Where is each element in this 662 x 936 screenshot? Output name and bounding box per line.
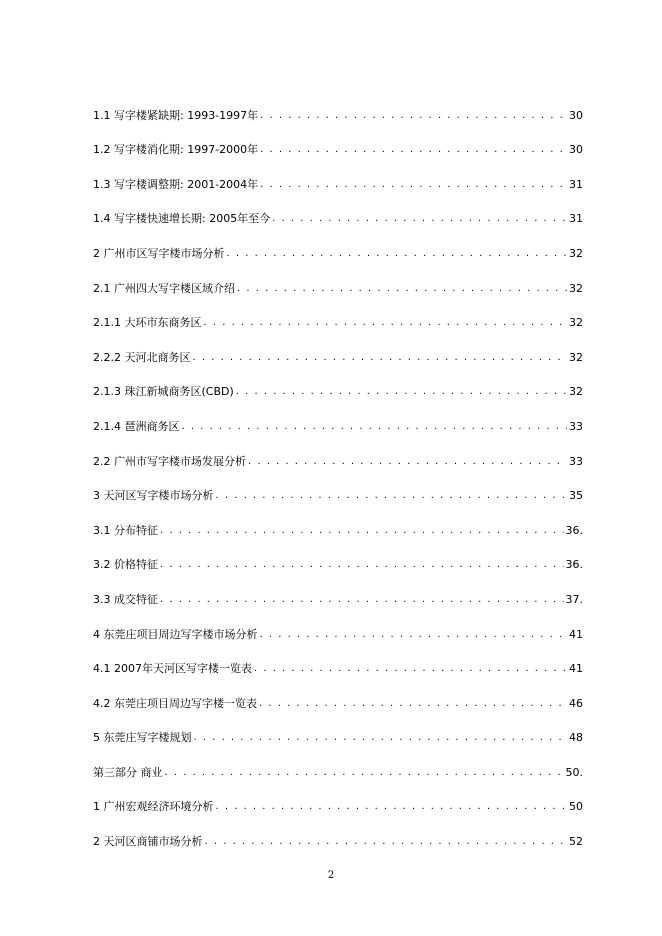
toc-entry-page: 31 <box>569 212 583 226</box>
toc-dot-leader <box>237 282 567 296</box>
toc-entry-page: 50. <box>565 765 583 779</box>
toc-entry-label: 1 广州宏观经济环境分析 <box>93 800 214 814</box>
toc-entry-4-1[interactable] <box>93 642 583 677</box>
toc-dot-leader <box>204 316 568 330</box>
toc-entry-1-4[interactable] <box>93 192 583 227</box>
toc-entry-page: 32 <box>569 246 583 260</box>
toc-entry-page: 30 <box>569 108 583 122</box>
toc-entry-page: 30 <box>569 143 583 157</box>
toc-entry-page: 41 <box>569 662 583 676</box>
page-number: 2 <box>327 870 335 881</box>
toc-dot-leader <box>260 628 568 642</box>
toc-dot-leader <box>236 385 567 399</box>
toc-entry-page: 52 <box>569 835 583 849</box>
toc-entry-label: 3.3 成交特征 <box>93 592 158 606</box>
toc-entry-4-2[interactable] <box>93 676 583 711</box>
toc-entry-label: 1.4 写字楼快速增长期: 2005年至今 <box>93 212 271 226</box>
toc-entry-label: 2.1.3 珠江新城商务区(CBD) <box>93 385 234 399</box>
toc-dot-leader <box>260 109 567 123</box>
toc-dot-leader <box>260 178 567 192</box>
toc-dot-leader <box>194 731 568 745</box>
toc-dot-leader <box>216 489 568 503</box>
toc-entry-page: 37. <box>565 592 583 606</box>
toc-entry-part3-2[interactable] <box>93 814 583 849</box>
toc-entry-2[interactable] <box>93 226 583 261</box>
toc-entry-2-1-3[interactable] <box>93 365 583 400</box>
toc-entry-2-2-2[interactable] <box>93 330 583 365</box>
toc-entry-label: 1.3 写字楼调整期: 2001-2004年 <box>93 177 259 191</box>
toc-dot-leader <box>216 800 568 814</box>
toc-dot-leader <box>193 351 568 365</box>
toc-entry-1-2[interactable] <box>93 123 583 158</box>
toc-entry-label: 2.1.4 琶洲商务区 <box>93 419 180 433</box>
toc-entry-label: 3 天河区写字楼市场分析 <box>93 489 214 503</box>
toc-entry-3-2[interactable] <box>93 538 583 573</box>
toc-dot-leader <box>254 662 567 676</box>
toc-entry-page: 36. <box>565 523 583 537</box>
toc-entry-page: 41 <box>569 627 583 641</box>
toc-dot-leader <box>272 212 567 226</box>
toc-entry-label: 1.1 写字楼紧缺期: 1993-1997年 <box>93 108 259 122</box>
toc-entry-page: 33 <box>569 454 583 468</box>
toc-entry-label: 5 东莞庄写字楼规划 <box>93 731 192 745</box>
toc-entry-page: 32 <box>569 316 583 330</box>
table-of-contents <box>93 88 583 849</box>
toc-entry-page: 36. <box>565 558 583 572</box>
toc-entry-page: 46 <box>569 696 583 710</box>
toc-entry-page: 35 <box>569 489 583 503</box>
toc-entry-label: 4 东莞庄项目周边写字楼市场分析 <box>93 627 258 641</box>
toc-entry-label: 3.2 价格特征 <box>93 558 158 572</box>
toc-entry-page: 33 <box>569 419 583 433</box>
toc-dot-leader <box>260 143 567 157</box>
toc-entry-page: 31 <box>569 177 583 191</box>
toc-entry-page: 50 <box>569 800 583 814</box>
toc-dot-leader <box>160 593 564 607</box>
toc-entry-page: 48 <box>569 731 583 745</box>
toc-entry-part-3[interactable] <box>93 745 583 780</box>
toc-entry-5[interactable] <box>93 711 583 746</box>
toc-entry-label: 2 广州市区写字楼市场分析 <box>93 246 225 260</box>
toc-dot-leader <box>248 455 567 469</box>
toc-dot-leader <box>259 697 567 711</box>
toc-entry-label: 2.1 广州四大写字楼区域介绍 <box>93 281 235 295</box>
toc-entry-label: 3.1 分布特征 <box>93 523 158 537</box>
toc-dot-leader <box>205 835 568 849</box>
toc-entry-label: 第三部分 商业 <box>93 765 163 779</box>
toc-entry-4[interactable] <box>93 607 583 642</box>
toc-entry-3-1[interactable] <box>93 503 583 538</box>
toc-entry-label: 2.2 广州市写字楼市场发展分析 <box>93 454 246 468</box>
toc-entry-1-1[interactable] <box>93 88 583 123</box>
toc-entry-label: 2 天河区商铺市场分析 <box>93 835 203 849</box>
toc-entry-2-1-4[interactable] <box>93 399 583 434</box>
toc-entry-3-3[interactable] <box>93 572 583 607</box>
toc-dot-leader <box>160 524 564 538</box>
toc-entry-label: 4.1 2007年天河区写字楼一览表 <box>93 662 252 676</box>
toc-entry-label: 2.1.1 大环市东商务区 <box>93 316 202 330</box>
toc-entry-2-1[interactable] <box>93 261 583 296</box>
toc-entry-label: 1.2 写字楼消化期: 1997-2000年 <box>93 143 259 157</box>
toc-dot-leader <box>160 558 564 572</box>
toc-dot-leader <box>165 766 564 780</box>
toc-entry-page: 32 <box>569 281 583 295</box>
toc-entry-3[interactable] <box>93 469 583 504</box>
toc-entry-page: 32 <box>569 350 583 364</box>
toc-entry-1-3[interactable] <box>93 157 583 192</box>
toc-dot-leader <box>182 420 568 434</box>
toc-dot-leader <box>227 247 568 261</box>
toc-entry-2-1-1[interactable] <box>93 296 583 331</box>
toc-entry-label: 4.2 东莞庄项目周边写字楼一览表 <box>93 696 257 710</box>
toc-entry-label: 2.2.2 天河北商务区 <box>93 350 191 364</box>
toc-entry-page: 32 <box>569 385 583 399</box>
toc-entry-2-2[interactable] <box>93 434 583 469</box>
toc-entry-part3-1[interactable] <box>93 780 583 815</box>
